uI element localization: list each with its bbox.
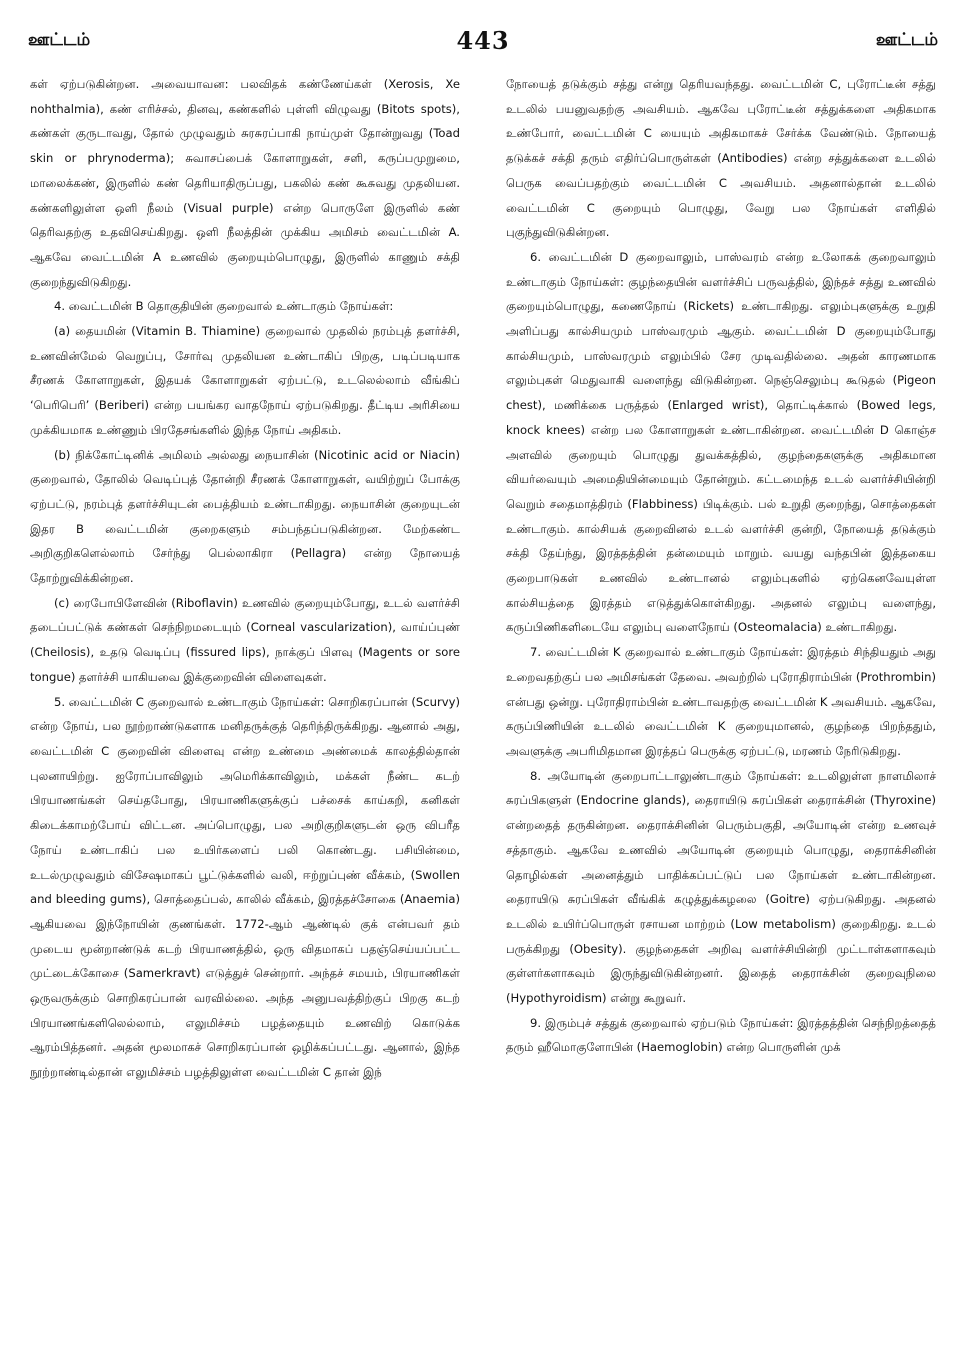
running-head-right: ஊட்டம்	[875, 30, 938, 50]
page-number: 443	[456, 26, 510, 55]
paragraph: (a) தையமின் (Vitamin B. Thiamine) குறைவால் முதலில் நரம்புத் தளர்ச்சி, உணவின்மேல் வெறுப்பு, சோர்வு முதலியன உண்டாகிப் பிறகு, படிப்படியாக சீரணக் கோளாறுகள், இதயக் கோளாறுகள் ஏற்பட்டு, உடலெல்லாம் வீங்கிப் ‘பெரிபெரி’ (Beriberi) என்ற பயங்கர வாதநோய் ஏற்படுகிறது. தீட்டிய அரிசியை முக்கியமாக உண்ணும் பிரதேசங்களில் இந்த நோய் அதிகம்.	[30, 324, 460, 437]
paragraph: கள் ஏற்படுகின்றன. அவையாவன: பலவிதக் கண்ணேய்கள் (Xerosis, Xe nohthalmia), கண் எரிச்சல், தினவு, கண்களில் புள்ளி விழுவது (Bitots spots), கண்கள் குருடாவது, தோல் முழுவதும் சுரசுரப்பாகி நாய்முள் தோன்றுவது (Toad skin or phrynoderma); சுவாசப்பைக் கோளாறுகள், சளி, கருப்பமுறுமை, மாலைக்கண், இருளில் கண் தெரியாதிருப்பது, பகலில் கண் கூசுவது முதலியன. கண்களிலுள்ள ஒளி நீலம் (Visual purple) என்ற பொருளே இருளில் கண் தெரிவதற்கு உதவிசெய்கிறது. ஒளி நீலத்தின் முக்கிய அமிசம் வைட்டமின் A. ஆகவே வைட்டமின் A உணவில் குறையும்பொழுது, இருளில் காணும் சக்தி குறைந்துவிடுகிறது.	[30, 77, 460, 289]
paragraph: 9. இரும்புச் சத்துக் குறைவால் ஏற்படும் நோய்கள்: இரத்தத்தின் செந்நிறத்தைத் தரும் ஹீமொகுளோபின் (Haemoglobin) என்ற பொருளின் முக்	[506, 1015, 936, 1055]
right-column	[506, 72, 936, 1060]
paragraph: 7. வைட்டமின் K குறைவால் உண்டாகும் நோய்கள்: இரத்தம் சிந்தியதும் அது உறைவதற்குப் பல அமிசங்கள் தேவை. அவற்றில் புரோதிராம்பின் (Prothrombin) என்பது ஒன்று. புரோதிராம்பின் உண்டாவதற்கு வைட்டமின் K அவசியம். ஆகவே, கருப்பிணியின் உடலில் வைட்டமின் K குறையுமானல், குழந்தை பிறந்ததும், அவளுக்கு அபரிமிதமான இரத்தப் பெருக்கு ஏற்பட்டு, மரணம் நேரிடுகிறது.	[506, 645, 936, 758]
paragraph: 5. வைட்டமின் C குறைவால் உண்டாகும் நோய்கள்: சொறிகரப்பான் (Scurvy) என்ற நோய், பல நூற்றாண்டுகளாக மனிதருக்குத் தெரிந்திருக்கிறது. ஆனால் அது, வைட்டமின் C குறைவின் விளைவு என்ற உண்மை அண்மைக் காலத்தில்தான் புலனாயிற்று. ஐரோப்பாவிலும் அமெரிக்காவிலும், மக்கள் நீண்ட கடற் பிரயாணங்கள் செய்தபோது, பிரயாணிகளுக்குப் பச்சைக் காய்கறி, கனிகள் கிடைக்காமற்போய் விட்டன. அப்பொழுது, பல அறிகுறிகளுடன் ஒரு விபரீத நோய் உண்டாகிப் பல உயிர்களைப் பலி கொண்டது. பசியின்மை, உடல்முழுவதும் விசேஷமாகப் பூட்டுக்களில் வலி, ஈற்றுப்புண் வீக்கம், (Swollen and bleeding gums), சொத்தைப்பல், காலில் வீக்கம், இரத்தச்சோகை (Anaemia) ஆகியவை இந்நோயின் குணங்கள். 1772-ஆம் ஆண்டில் குக் என்பவர் தம் முடைய மூன்றாண்டுக் கடற் பிரயாணத்தில், ஒரு விதமாகப் பதஞ்செய்யப்பட்ட முட்டைக்கோசை (Samerkravt) எடுத்துச் சென்றார். அந்தச் சமயம், பிரயாணிகள் ஒருவருக்கும் சொறிகரப்பான் வரவில்லை. அந்த அனுபவத்திற்குப் பிறகு கடற் பிரயாணங்களிலெல்லாம், எலுமிச்சம் பழத்தையும் உணவிற் கொடுக்க ஆரம்பித்தனர். அதன் மூலமாகச் சொறிகரப்பான் ஒழிக்கப்பட்டது. ஆனால், இந்த நூற்றாண்டில்தான் எலுமிச்சம் பழத்திலுள்ள வைட்டமின் C தான் இந்	[30, 694, 460, 1080]
page-header	[28, 26, 938, 56]
paragraph: 8. அயோடின் குறைபாட்டாலுண்டாகும் நோய்கள்: உடலிலுள்ள நாளமிலாச் சுரப்பிகளுள் (Endocrine glands), தைராயிடு சுரப்பிகள் தைராக்சின் (Thyroxine) என்றதைத் தருகின்றன. தைராக்சினின் பெரும்பகுதி, அயோடின் என்ற உணவுச் சத்தாகும். ஆகவே உணவில் அயோடின் குறையும் பொழுது, தைராக்சினின் தொழில்கள் அனைத்தும் பாதிக்கப்பட்டுப் பல நோய்கள் உண்டாகின்றன. தைராயிடு சுரப்பிகள் வீங்கிக் கழுத்துக்கழலை (Goitre) ஏற்படுகிறது. அதனல் உடலில் உயிர்ப்பொருள் ரசாயன மாற்றம் (Low metabolism) குறைகிறது. உடல் பருக்கிறது (Obesity). குழந்தைகள் அறிவு வளர்ச்சியின்றி முட்டாள்களாகவும் குள்ளர்களாகவும் இருந்துவிடுகின்றனர். இதைத் தைராக்சின் குறைவுநிலை (Hypothyroidism) என்று கூறுவர்.	[506, 768, 936, 1006]
paragraph: நோயைத் தடுக்கும் சத்து என்று தெரியவந்தது. வைட்டமின் C, புரோட்டீன் சத்து உடலில் பயனுவதற்கு அவசியம். ஆகவே புரோட்டீன் சத்துக்களை அதிகமாக உண்போர், வைட்டமின் C யையும் அதிகமாகச் சேர்க்க வேண்டும். நோயைத் தடுக்கச் சக்தி தரும் எதிர்ப்பொருள்கள் (Antibodies) என்ற சத்துக்களை உடலில் பெருக வைப்பதற்கும் வைட்டமின் C அவசியம். அதனால்தான் உடலில் வைட்டமின் C குறையும் பொழுது, வேறு பல நோய்கள் எளிதில் புகுந்துவிடுகின்றன.	[506, 77, 936, 240]
paragraph: 4. வைட்டமின் B தொகுதியின் குறைவால் உண்டாகும் நோய்கள்:	[54, 299, 394, 314]
left-column	[30, 72, 460, 1085]
paragraph: (b) நிக்கோட்டினிக் அமிலம் அல்லது நையாசின் (Nicotinic acid or Niacin) குறைவால், தோலில் வெடிப்புத் தோன்றி சீரணக் கோளாறுகள், வயிற்றுப் போக்கு ஏற்பட்டு, நரம்புத் தளர்ச்சியுடன் பைத்தியம் உண்டாகிறது. நையாசின் குறையுடன் இதர B வைட்டமின் குறைகளும் சம்பந்தப்படுகின்றன. மேற்கண்ட அறிகுறிகளெல்லாம் சேர்ந்து பெல்லாகிரா (Pellagra) என்ற நோயைத் தோற்றுவிக்கின்றன.	[30, 447, 460, 586]
paragraph: (c) ரைபோபிளேவின் (Riboflavin) உணவில் குறையும்போது, உடல் வளர்ச்சி தடைப்பட்டுக் கண்கள் செந்நிறமடையும் (Corneal vascularization), வாய்ப்புண் (Cheilosis), உதடு வெடிப்பு (fissured lips), நாக்குப் பிளவு (Magents or sore tongue) தளர்ச்சி யாகியவை இக்குறைவின் விளைவுகள்.	[30, 595, 460, 684]
running-head-left: ஊட்டம்	[28, 30, 91, 50]
paragraph: 6. வைட்டமின் D குறைவாலும், பாஸ்வரம் என்ற உலோகக் குறைவாலும் உண்டாகும் நோய்கள்: குழந்தையின் வளர்ச்சிப் பருவத்தில், இந்தச் சத்து உணவில் குறையும்பொழுது, கணைநோய் (Rickets) உண்டாகிறது. எலும்புகளுக்கு உறுதி அளிப்பது கால்சியமும் பாஸ்வரமும் ஆகும். வைட்டமின் D குறையும்போது கால்சியமும், பாஸ்வரமும் எலும்பில் சேர முடிவதில்லை. அதன் காரணமாக எலும்புகள் மெதுவாகி வளைந்து விடுகின்றன. நெஞ்செலும்பு கூடுதல் (Pigeon chest), மணிக்கை பருத்தல் (Enlarged wrist), தொட்டிக்கால் (Bowed legs, knock knees) என்ற பல கோளாறுகள் உண்டாகின்றன. வைட்டமின் D கொஞ்ச அளவில் குறையும் பொழுது துவக்கத்தில், குழந்தைகளுக்கு அதிகமான வியர்வையும் அமைதியின்மையும் தோன்றும். கட்டமைந்த உடல் வளர்ச்சியின்றி வெறும் சதைமாத்திரம் (Flabbiness) பிடிக்கும். பல் உறுதி குறைந்து, சொத்தைகள் உண்டாகும். கால்சியக் குறைவினல் உடல் வளர்ச்சி குன்றி, நோயைத் தடுக்கும் சக்தி தேய்ந்து, இரத்தத்தின் தன்மையும் மாறும். வயது வந்தபின் இத்தகைய குறைபாடுகள் உணவில் உண்டானல் எலும்புகளில் ஏற்கெனவேயுள்ள கால்சியத்தை இரத்தம் எடுத்துக்கொள்கிறது. அதனல் எலும்பு வளைந்து, கருப்பிணிகளிடையே எலும்பு வளைநோய் (Osteomalacia) உண்டாகிறது.	[506, 249, 936, 635]
